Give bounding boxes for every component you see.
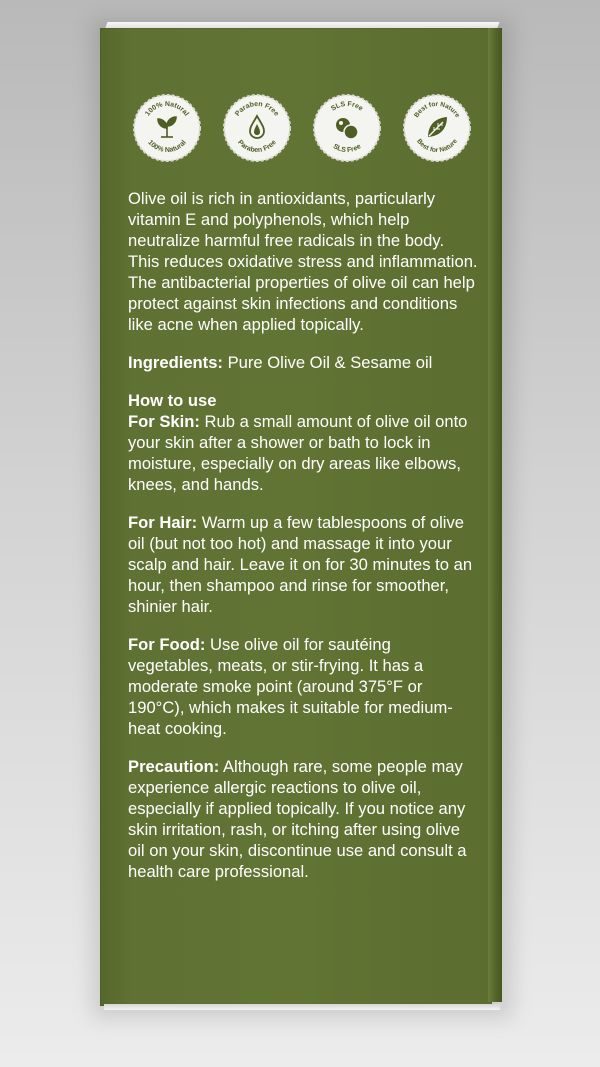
badge-100-natural-top-text: 100% Natural [144, 100, 190, 118]
precaution-label: Precaution: [128, 757, 220, 776]
badge-paraben-free-bottom-text: Paraben Free [236, 139, 278, 155]
precaution-paragraph [128, 756, 478, 882]
ingredients-label: Ingredients: [128, 353, 223, 372]
product-description [128, 188, 478, 882]
badge-100-natural-bottom-text: 100% Natural [146, 139, 188, 155]
badge-best-for-nature-top-text: Best for Nature [413, 100, 461, 119]
badge-100-natural [132, 93, 202, 163]
badge-sls-free-bottom-text: SLS Free [331, 143, 363, 155]
skin-text: Rub a small amount of olive oil onto your skin after a shower or bath to lock in moisture, especially on dry areas like elbows, knees, and hands. [128, 412, 468, 494]
food-text: Use olive oil for sautéing vegetables, meats, or stir-frying. It has a moderate smoke point (around 375°F or 190°C), which makes it suitable for medium-heat cooking. [128, 635, 453, 738]
badge-paraben-free-top-text: Paraben Free [234, 100, 280, 118]
box-bottom-edge [104, 1004, 500, 1010]
badge-sls-free-top-text: SLS Free [330, 100, 364, 113]
hair-label: For Hair: [128, 513, 198, 532]
precaution-text: Although rare, some people may experience allergic reactions to olive oil, especially if applied topically. If you notice any skin irritation, rash, or itching after using olive oil on your skin, discontinue use and consult a health care professional. [128, 757, 467, 881]
skin-label: For Skin: [128, 412, 200, 431]
skin-paragraph [128, 411, 478, 495]
certification-badges [132, 93, 472, 165]
hair-text: Warm up a few tablespoons of olive oil (but not too hot) and massage it into your scalp and hair. Leave it on for 30 minutes to an hour, then shampoo and rinse for smoother, shinier hair. [128, 513, 473, 616]
badge-sls-free [312, 93, 382, 163]
badge-best-for-nature-bottom-text: Best for Nature [415, 137, 459, 155]
box-side-flap [488, 28, 502, 1002]
ingredients-paragraph [128, 352, 478, 373]
ingredients-text: Pure Olive Oil & Sesame oil [222, 353, 433, 372]
hair-paragraph [128, 512, 478, 617]
intro-paragraph: Olive oil is rich in antioxidants, particularly vitamin E and polyphenols, which help neutralize harmful free radicals in the body. This reduces oxidative stress and inflammation. The antibacterial properties of olive oil can help protect against skin infections and conditions like acne when applied topically. [128, 189, 478, 334]
badge-best-for-nature [402, 93, 472, 163]
how-to-use-heading: How to use [128, 391, 217, 410]
badge-paraben-free [222, 93, 292, 163]
food-paragraph [128, 634, 478, 739]
food-label: For Food: [128, 635, 206, 654]
